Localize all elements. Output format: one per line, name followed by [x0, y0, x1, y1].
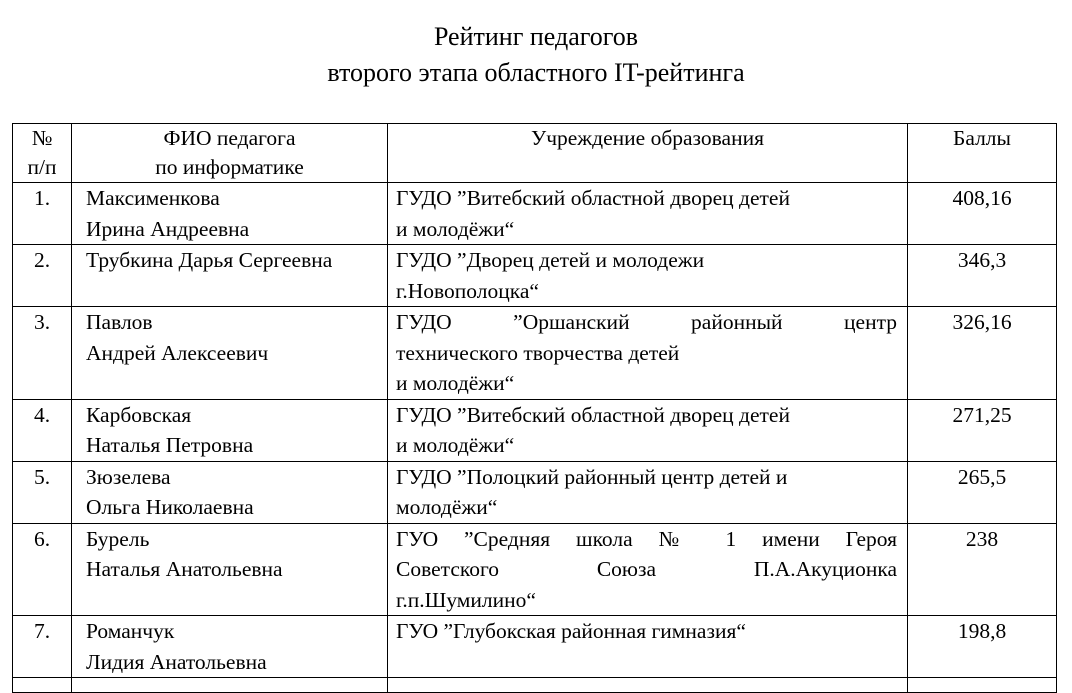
cutoff-cell: [13, 678, 72, 693]
institution-line: ГУДО ”Оршанский районный центр: [396, 310, 897, 334]
score-cell: [908, 399, 1057, 461]
cutoff-cell: [388, 678, 908, 693]
row-number-cell: [13, 616, 72, 678]
header-name: [72, 124, 388, 183]
institution-line: ГУДО ”Полоцкий районный центр детей и: [396, 464, 788, 489]
teacher-name-cell: [72, 399, 388, 461]
header-institution-text: Учреждение образования: [530, 126, 764, 150]
teacher-name-line: Павлов: [86, 310, 153, 334]
document-title: Рейтинг педагогов: [433, 22, 639, 51]
table-row: [13, 245, 1057, 307]
teacher-name-cell: [72, 523, 388, 616]
institution-line: г.Новополоцка“: [396, 278, 539, 303]
document-subtitle: второго этапа областного IT-рейтинга: [327, 58, 745, 87]
institution-line: и молодёжи“: [396, 433, 515, 457]
teacher-name-line: Зюзелева: [86, 464, 171, 489]
row-number-cell: [13, 523, 72, 616]
institution-line: ГУО ”Средняя школа № 1 имени Героя: [396, 526, 897, 551]
table-header-row: [13, 124, 1057, 183]
institution-cell: [388, 399, 908, 461]
row-number-cell: [13, 399, 72, 461]
institution-line: ГУДО ”Дворец детей и молодежи: [396, 248, 705, 272]
score-cell: [908, 461, 1057, 523]
header-number-line2: п/п: [27, 155, 57, 179]
teacher-name-line: Лидия Анатольевна: [86, 649, 267, 674]
teacher-name-line: Ирина Андреевна: [86, 216, 250, 241]
institution-cell: [388, 307, 908, 400]
table-row: [13, 616, 1057, 678]
institution-line: ГУО ”Глубокская районная гимназия“: [396, 619, 746, 643]
row-number: 5.: [33, 464, 51, 489]
teacher-name-line: Романчук: [86, 619, 175, 643]
row-number: 3.: [33, 310, 51, 334]
score-cell: [908, 523, 1057, 616]
teacher-name-cell: [72, 183, 388, 245]
table-row-cutoff: [13, 678, 1057, 693]
institution-line: Советского Союза П.А.Акуционка: [396, 557, 897, 581]
institution-line: и молодёжи“: [396, 216, 515, 241]
teacher-name-line: Андрей Алексеевич: [86, 340, 269, 365]
rating-table: [12, 123, 1057, 693]
header-number: [13, 124, 72, 183]
score-value: 265,5: [957, 464, 1007, 489]
institution-cell: [388, 461, 908, 523]
row-number-cell: [13, 245, 72, 307]
teacher-name-cell: [72, 461, 388, 523]
row-number: 4.: [33, 402, 51, 427]
institution-cell: [388, 523, 908, 616]
score-cell: [908, 183, 1057, 245]
institution-line: ГУДО ”Витебский областной дворец детей: [396, 186, 790, 210]
header-score: [908, 124, 1057, 183]
score-value: 326,16: [952, 310, 1012, 334]
row-number-cell: [13, 461, 72, 523]
row-number: 1.: [33, 186, 51, 210]
institution-cell: [388, 245, 908, 307]
score-value: 346,3: [957, 248, 1007, 272]
row-number-cell: [13, 307, 72, 400]
teacher-name-cell: [72, 245, 388, 307]
table-row: [13, 183, 1057, 245]
table-row: [13, 523, 1057, 616]
teacher-name-line: Наталья Петровна: [86, 433, 254, 457]
institution-line: технического творчества детей: [396, 340, 680, 365]
header-score-text: Баллы: [953, 126, 1011, 150]
header-number-line1: №: [31, 126, 53, 150]
institution-line: ГУДО ”Витебский областной дворец детей: [396, 402, 790, 427]
table-row: [13, 307, 1057, 400]
header-name-line1: ФИО педагога: [163, 126, 296, 150]
row-number-cell: [13, 183, 72, 245]
score-value: 408,16: [952, 186, 1012, 210]
score-cell: [908, 307, 1057, 400]
header-institution: [388, 124, 908, 183]
teacher-name-line: Ольга Николаевна: [86, 495, 254, 519]
institution-line: молодёжи“: [396, 495, 498, 519]
teacher-name-line: Максименкова: [86, 186, 220, 210]
teacher-name-line: Трубкина Дарья Сергеевна: [86, 248, 333, 272]
row-number: 2.: [33, 248, 51, 272]
row-number: 6.: [33, 526, 51, 551]
institution-line: и молодёжи“: [396, 371, 515, 395]
score-value: 271,25: [952, 402, 1012, 427]
cutoff-cell: [908, 678, 1057, 693]
teacher-name-line: Бурель: [86, 526, 150, 551]
score-value: 198,8: [957, 619, 1007, 643]
score-cell: [908, 245, 1057, 307]
table-row: [13, 399, 1057, 461]
score-value: 238: [965, 526, 999, 551]
teacher-name-line: Наталья Анатольевна: [86, 557, 283, 581]
teacher-name-cell: [72, 616, 388, 678]
table-row: [13, 461, 1057, 523]
header-name-line2: по информатике: [155, 155, 304, 179]
institution-cell: [388, 616, 908, 678]
institution-line: г.п.Шумилино“: [396, 587, 536, 612]
institution-cell: [388, 183, 908, 245]
row-number: 7.: [33, 619, 51, 643]
score-cell: [908, 616, 1057, 678]
teacher-name-cell: [72, 307, 388, 400]
table-body: [13, 183, 1057, 693]
teacher-name-line: Карбовская: [86, 402, 192, 427]
cutoff-cell: [72, 678, 388, 693]
